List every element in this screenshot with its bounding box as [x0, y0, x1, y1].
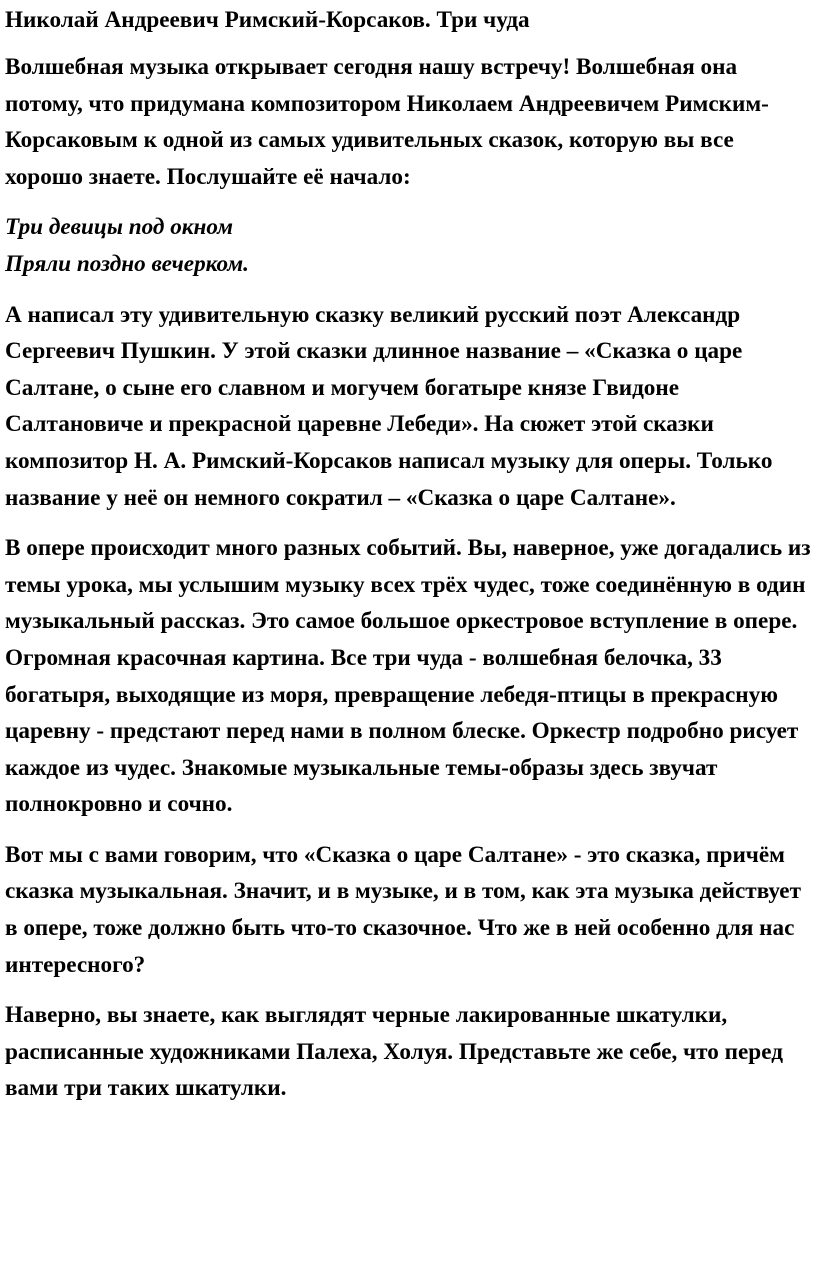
- paragraph-musical-fairytale: Вот мы с вами говорим, что «Сказка о царе Салтане» - это сказка, причём сказка музыкальная. Значит, и в музыке, и в том, как эта музыка действует в опере, тоже должно быть что-то сказочное. Что же в ней особенно для нас интересного?: [5, 841, 801, 978]
- poem-line-2: Пряли поздно вечерком.: [5, 250, 249, 277]
- poem-quote: [5, 209, 813, 282]
- document-title: Николай Андреевич Римский-Корсаков. Три чуда: [5, 7, 530, 33]
- poem-line-1: Три девицы под окном: [5, 214, 234, 241]
- paragraph-opera-events: В опере происходит много разных событий. Вы, наверное, уже догадались из темы урока, мы услышим музыку всех трёх чудес, тоже соединённую в один музыкальный рассказ. Это самое большое оркестровое вступление в опере. Огромная красочная картина. Все три чуда - волшебная белочка, 33 богатыря, выходящие из моря, превращение лебедя-птицы в прекрасную царевну - предстают перед нами в полном блеске. Оркестр подробно рисует каждое из чудес. Знакомые музыкальные темы-образы здесь звучат полнокровно и сочно.: [5, 535, 811, 818]
- paragraph-palekh-boxes: Наверно, вы знаете, как выглядят черные лакированные шкатулки, расписанные художниками Палеха, Холуя. Представьте же себе, что перед вами три таких шкатулки.: [5, 1002, 783, 1102]
- paragraph-intro: Волшебная музыка открывает сегодня нашу встречу! Волшебная она потому, что придумана композитором Николаем Андреевичем Римским-Корсаковым к одной из самых удивительных сказок, которую вы все хорошо знаете. Послушайте её начало:: [5, 54, 769, 190]
- document-page: [5, 5, 813, 1121]
- paragraph-pushkin: А написал эту удивительную сказку великий русский поэт Александр Сергеевич Пушкин. У этой сказки длинное название – «Сказка о царе Салтане, о сыне его славном и могучем богатыре князе Гвидоне Салтановиче и прекрасной царевне Лебеди». На сюжет этой сказки композитор Н. А. Римский-Корсаков написал музыку для оперы. Только название у неё он немного сократил – «Сказка о царе Салтане».: [5, 301, 773, 511]
